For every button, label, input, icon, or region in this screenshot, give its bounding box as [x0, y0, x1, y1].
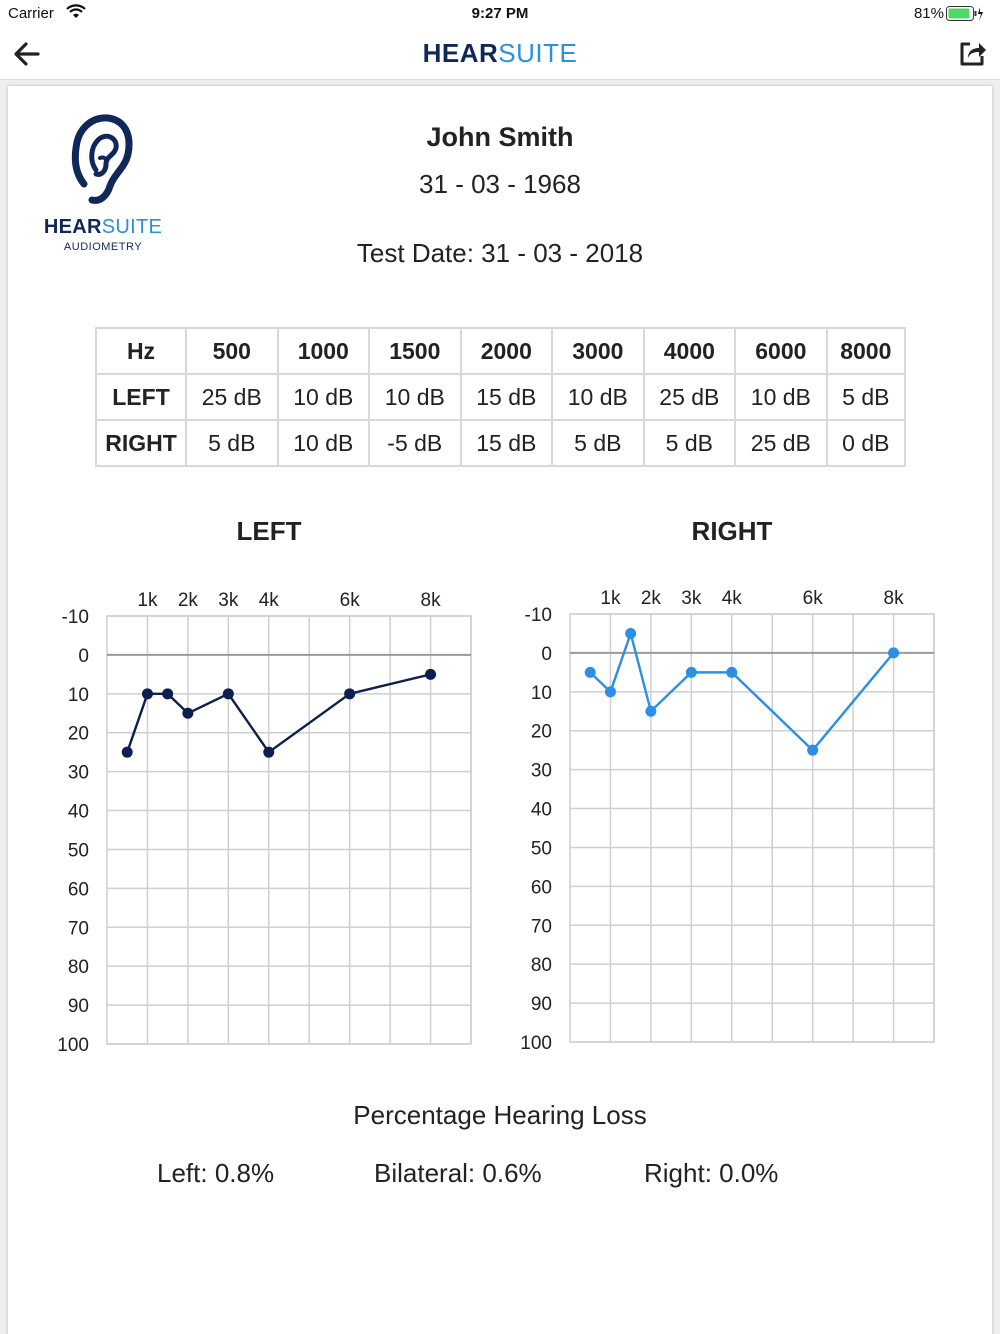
hearing-loss-title: Percentage Hearing Loss: [353, 1100, 647, 1130]
right-chart-x-tick-label: 4k: [721, 588, 742, 609]
right-chart-data-point: [726, 667, 737, 678]
table-cell: -5 dB: [369, 420, 461, 466]
right-chart-x-tick-label: 3k: [681, 588, 702, 609]
right-chart-y-tick-label: 0: [541, 643, 552, 665]
table-cell: 5 dB: [186, 420, 278, 466]
table-cell: 10 dB: [735, 374, 827, 420]
table-cell: 5 dB: [644, 420, 736, 466]
table-header-cell: 2000: [461, 328, 553, 374]
table-cell: 15 dB: [461, 420, 553, 466]
table-cell: 0 dB: [827, 420, 905, 466]
table-header-cell: 8000: [827, 328, 905, 374]
right-chart-data-point: [585, 667, 596, 678]
left-audiogram: [48, 576, 478, 1066]
logo-wordmark: [38, 216, 168, 239]
table-row: [96, 374, 905, 420]
right-chart-data-point: [686, 667, 697, 678]
right-chart-x-tick-label: 2k: [640, 588, 661, 609]
right-chart-x-tick-label: 1k: [600, 588, 621, 609]
left-chart-data-point: [182, 708, 193, 719]
app-title: [0, 38, 1000, 69]
navigation-bar: [0, 28, 1000, 80]
share-icon[interactable]: [958, 38, 988, 68]
left-chart-x-tick-label: 8k: [420, 590, 441, 611]
right-audiogram: [511, 574, 941, 1064]
table-header-cell: 500: [186, 328, 278, 374]
left-chart-y-tick-label: 0: [78, 645, 89, 667]
right-chart-y-tick-label: 100: [520, 1033, 552, 1054]
table-header-cell: 1500: [369, 328, 461, 374]
left-chart-y-tick-label: 10: [67, 684, 89, 706]
left-chart-y-tick-label: 100: [57, 1035, 89, 1056]
table-row: [96, 420, 905, 466]
table-cell: 10 dB: [278, 374, 370, 420]
right-chart-data-point: [807, 745, 818, 756]
table-header-cell: 3000: [552, 328, 644, 374]
table-header-row: [96, 328, 905, 374]
right-chart-y-tick-label: 80: [530, 955, 552, 977]
left-chart-plot-area: [107, 616, 471, 1044]
table-header-cell: Hz: [96, 328, 186, 374]
app-title-bold: HEAR: [422, 38, 499, 68]
right-chart-title: RIGHT: [691, 516, 773, 546]
right-chart-y-tick-label: 90: [530, 994, 552, 1016]
table-row-label: RIGHT: [96, 420, 186, 466]
left-chart-data-point: [223, 688, 234, 699]
table-cell: 10 dB: [369, 374, 461, 420]
patient-name: John Smith: [426, 122, 574, 152]
right-chart-x-tick-label: 8k: [883, 588, 904, 609]
table-cell: 25 dB: [735, 420, 827, 466]
table-cell: 15 dB: [461, 374, 553, 420]
left-chart-x-tick-label: 1k: [137, 590, 158, 611]
left-chart-x-tick-label: 6k: [339, 590, 360, 611]
right-chart-data-point: [888, 647, 899, 658]
clock: 9:27 PM: [471, 5, 529, 22]
left-chart-y-tick-label: 90: [67, 996, 89, 1018]
table-cell: 25 dB: [644, 374, 736, 420]
right-chart-y-tick-label: 20: [530, 721, 552, 743]
left-chart-x-tick-label: 3k: [218, 590, 239, 611]
right-chart-y-tick-label: 10: [530, 682, 552, 704]
carrier-label: Carrier: [8, 5, 54, 22]
left-chart-title: LEFT: [236, 516, 302, 546]
test-date: Test Date: 31 - 03 - 2018: [356, 238, 644, 268]
left-chart-data-point: [122, 747, 133, 758]
right-chart-x-tick-label: 6k: [802, 588, 823, 609]
hearing-loss-left: Left: 0.8%: [157, 1158, 275, 1188]
right-chart-plot-area: [570, 614, 934, 1042]
patient-dob: 31 - 03 - 1968: [419, 169, 581, 199]
report-card: [8, 86, 992, 1334]
left-chart-data-point: [344, 688, 355, 699]
status-bar: [0, 0, 1000, 28]
table-header-cell: 6000: [735, 328, 827, 374]
right-chart-data-point: [605, 686, 616, 697]
right-chart-y-tick-label: 60: [530, 877, 552, 899]
hearing-loss-bilateral: Bilateral: 0.6%: [374, 1158, 542, 1188]
right-chart-y-tick-label: 50: [530, 838, 552, 860]
left-chart-data-point: [162, 688, 173, 699]
left-chart-y-tick-label: 30: [67, 762, 89, 784]
left-chart-data-point: [142, 688, 153, 699]
table-cell: 10 dB: [278, 420, 370, 466]
table-cell: 5 dB: [827, 374, 905, 420]
left-chart-x-tick-label: 4k: [258, 590, 279, 611]
right-chart-y-tick-label: -10: [524, 605, 552, 626]
left-chart-y-tick-label: -10: [61, 607, 89, 628]
table-cell: 10 dB: [552, 374, 644, 420]
table-cell: 25 dB: [186, 374, 278, 420]
battery-percent: 81%: [913, 5, 944, 22]
right-chart-y-tick-label: 40: [530, 799, 552, 821]
left-chart-data-point: [263, 747, 274, 758]
left-chart-y-tick-label: 20: [67, 723, 89, 745]
logo-wordmark-light: SUITE: [101, 216, 163, 238]
table-row-label: LEFT: [96, 374, 186, 420]
logo-wordmark-bold: HEAR: [43, 216, 102, 238]
right-chart-y-tick-label: 30: [530, 760, 552, 782]
left-chart-y-tick-label: 80: [67, 957, 89, 979]
hearing-loss-right: Right: 0.0%: [644, 1158, 779, 1188]
logo-subtitle: AUDIOMETRY: [63, 241, 143, 253]
left-chart-x-tick-label: 2k: [177, 590, 198, 611]
right-chart-data-point: [625, 628, 636, 639]
right-chart-data-point: [645, 706, 656, 717]
app-title-light: SUITE: [498, 38, 578, 68]
left-chart-y-tick-label: 60: [67, 879, 89, 901]
table-header-cell: 1000: [278, 328, 370, 374]
table-cell: 5 dB: [552, 420, 644, 466]
battery-icon: [946, 6, 984, 22]
left-chart-y-tick-label: 70: [67, 918, 89, 940]
left-chart-y-tick-label: 40: [67, 801, 89, 823]
table-header-cell: 4000: [644, 328, 736, 374]
results-table: [95, 327, 906, 467]
left-chart-y-tick-label: 50: [67, 840, 89, 862]
left-chart-data-point: [425, 669, 436, 680]
right-chart-y-tick-label: 70: [530, 916, 552, 938]
